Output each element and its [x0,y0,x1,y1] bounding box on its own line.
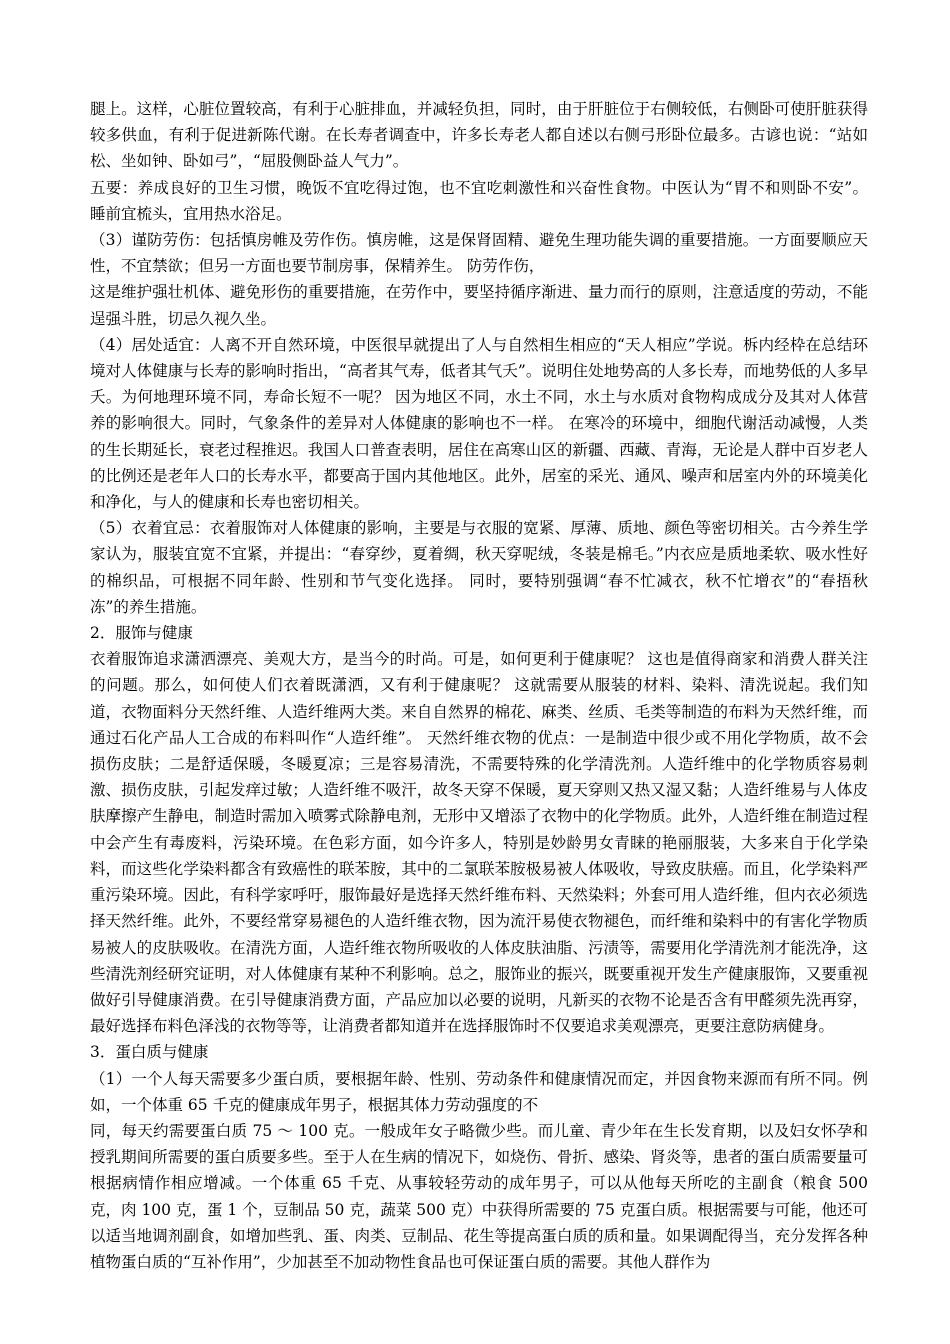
paragraph-clothing: （5）衣着宜忌：衣着服饰对人体健康的影响，主要是与衣服的宽紧、厚薄、质地、颜色等密切相关。古今养生学家认为，服装宜宽不宜紧，并提出：“春穿纱，夏着绸，秋天穿呢绒，冬装是棉毛。”内衣应是质地柔软、吸水性好的棉织品，可根据不同年龄、性别和节气变化选择。 同时，要特别强调“春不忙减衣，秋不忙增衣”的“春捂秋冻”的养生措施。 [90,519,868,616]
paragraph-protein-requirement-continued: 同，每天约需要蛋白质 75 ～ 100 克。一般成年女子略微少些。而儿童、青少年在生长发育期，以及妇女怀孕和授乳期间所需要的蛋白质要多些。至于人在生病的情况下，如烧伤、骨折、感染、肾炎等，患者的蛋白质需要量可根据病情作相应增减。一个体重 65 千克、从事较轻劳动的成年男子，可以从他每天所吃的主副食（粮食 500 克，肉 100 克，蛋 1 个，豆制品 50 克，蔬菜 500 克）中获得所需要的 75 克蛋白质。根据需要与可能，他还可以适当地调剂副食，如增加些乳、蛋、肉类、豆制品、花生等提高蛋白质的质和量。如果调配得当，充分发挥各种植物蛋白质的“互补作用”，少加甚至不加动物性食品也可保证蛋白质的需要。其他人群作为 [90,1121,868,1271]
paragraph-protein-requirement: （1）一个人每天需要多少蛋白质，要根据年龄、性别、劳动条件和健康情况而定，并因食物来源而有所不同。例如，一个体重 65 千克的健康成年男子，根据其体力劳动强度的不 [90,1069,868,1114]
paragraph-prevent-strain: （3）谨防劳伤：包括慎房帷及劳作伤。慎房帷，这是保肾固精、避免生理功能失调的重要措施。一方面要顺应天性，不宜禁欲；但另一方面也要节制房事，保精养生。 防劳作伤， [90,231,868,276]
paragraph-hygiene-habits: 五要：养成良好的卫生习惯，晚饭不宜吃得过饱，也不宜吃刺激性和兴奋性食物。中医认为“胃不和则卧不安”。 睡前宜梳头，宜用热水浴足。 [90,178,868,223]
section-heading-clothing-health: 2．服饰与健康 [90,624,193,643]
section-heading-protein-health: 3．蛋白质与健康 [90,1043,209,1062]
paragraph-prevent-strain-continued: 这是维护强壮机体、避免形伤的重要措施，在劳作中，要坚持循序渐进、量力而行的原则，注意适度的劳动，不能逞强斗胜，切忌久视久坐。 [90,283,868,328]
paragraph-sleep-posture: 腿上。这样，心脏位置较高，有利于心脏排血，并减轻负担，同时，由于肝脏位于右侧较低，右侧卧可使肝脏获得较多供血，有利于促进新陈代谢。在长寿者调查中，许多长寿老人都自述以右侧弓形卧位最多。古谚也说：“站如松、坐如钟、卧如弓”，“屈股侧卧益人气力”。 [90,100,868,171]
paragraph-fabrics-and-health: 衣着服饰追求潇洒漂亮、美观大方，是当今的时尚。可是，如何更利于健康呢？ 这也是值得商家和消费人群关注的问题。那么，如何使人们衣着既潇洒，又有利于健康呢？ 这就需要从服装的材料、染料、清洗说起。我们知道，衣物面料分天然纤维、人造纤维两大类。来自自然界的棉花、麻类、丝质、毛类等制造的布料为天然纤维，而通过石化产品人工合成的布料叫作“人造纤维”。 天然纤维衣物的优点：一是制造中很少或不用化学物质，故不会损伤皮肤；二是舒适保暖，冬暖夏凉；三是容易清洗，不需要特殊的化学清洗剂。人造纤维中的化学物质容易刺激、损伤皮肤，引起发痒过敏；人造纤维不吸汗，故冬天穿不保暖，夏天穿则又热又湿又黏；人造纤维易与人体皮肤摩擦产生静电，制造时需加入喷雾式除静电剂，无形中又增添了衣物中的化学物质。此外，人造纤维在制造过程中会产生有毒废料，污染环境。在色彩方面，如今许多人，特别是妙龄男女青睐的艳丽服装，大多来自于化学染料，而这些化学染料都含有致癌性的联苯胺，其中的二氯联苯胺极易被人体吸收，导致皮肤癌。而且，化学染料严重污染环境。因此，有科学家呼吁，服饰最好是选择天然纤维布料、天然染料；外套可用人造纤维，但内衣必须选择天然纤维。此外，不要经常穿易褪色的人造纤维衣物，因为流汗易使衣物褪色，而纤维和染料中的有害化学物质易被人的皮肤吸收。在清洗方面，人造纤维衣物所吸收的人体皮肤油脂、污渍等，需要用化学清洗剂才能洗净，这些清洗剂经研究证明，对人体健康有某种不利影响。总之，服饰业的振兴，既要重视开发生产健康服饰，又要重视做好引导健康消费。在引导健康消费方面，产品应加以必要的说明，凡新买的衣物不论是否含有甲醛须先洗再穿，最好选择布料色泽浅的衣物等等，让消费者都知道并在选择服饰时不仅要追求美观漂亮，更要注意防病健身。 [90,650,868,1036]
paragraph-living-environment: （4）居处适宜：人离不开自然环境，中医很早就提出了人与自然相生相应的“天人相应”学说。柝内经枠在总结环境对人体健康与长寿的影响时指出，“高者其气寿，低者其气夭”。说明住处地势高的人多长寿，而地势低的人多早夭。为何地理环境不同，寿命长短不一呢？ 因为地区不同，水土不同，水土与水质对食物构成成分及其对人体营养的影响很大。同时，气象条件的差异对人体健康的影响也不一样。 在寒冷的环境中，细胞代谢活动减慢，人类的生长期延长，衰老过程推迟。我国人口普查表明，居住在高寒山区的新疆、西藏、青海，无论是人群中百岁老人的比例还是老年人口的长寿水平，都要高于国内其他地区。此外，居室的采光、通风、噪声和居室内外的环境美化和净化，与人的健康和长寿也密切相关。 [90,335,868,512]
